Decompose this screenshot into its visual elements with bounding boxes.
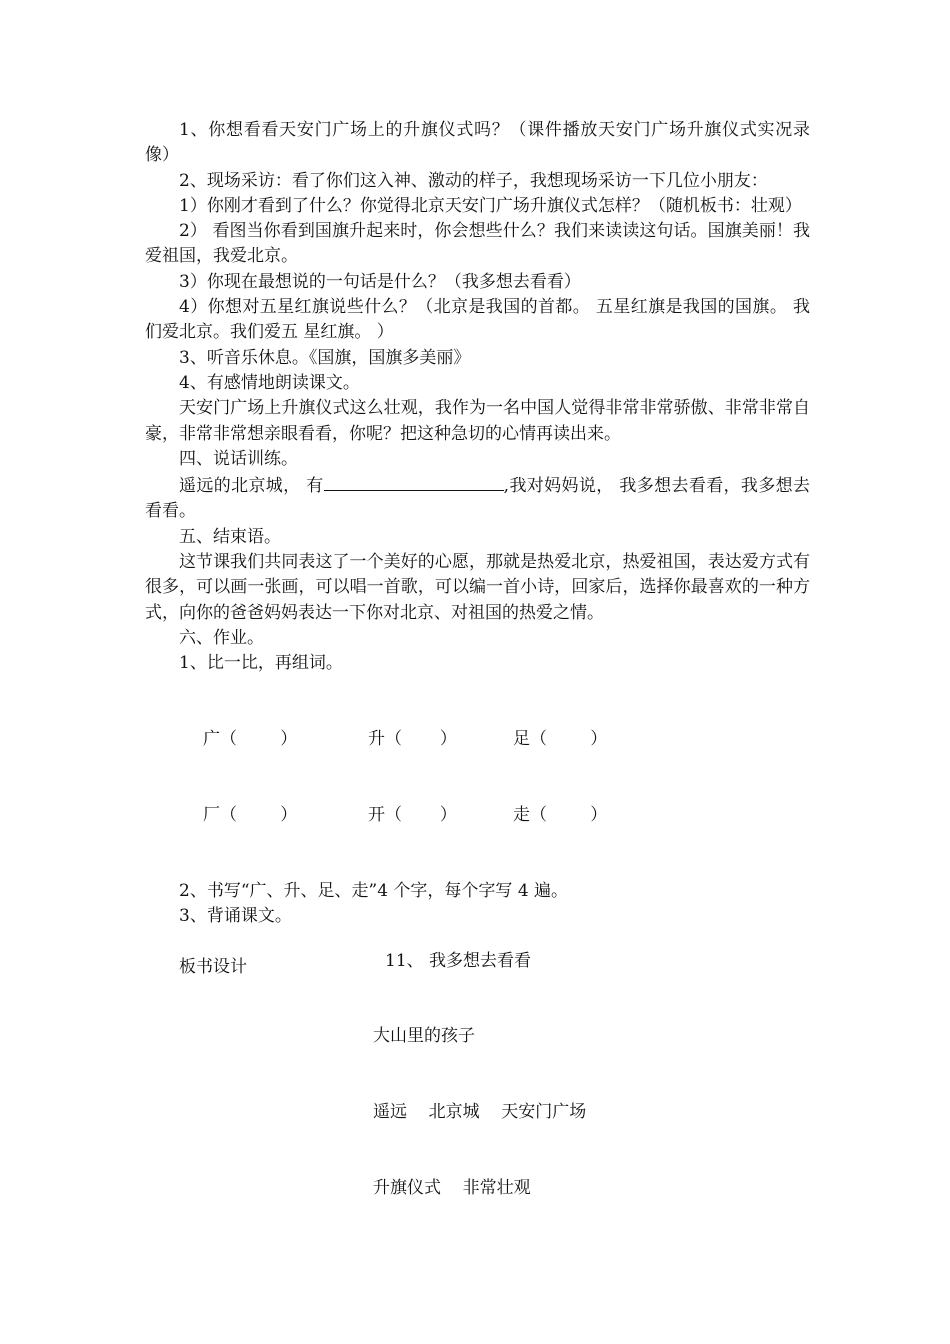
paragraph: 天安门广场上升旗仪式这么壮观，我作为一名中国人觉得非常非常骄傲、非常非常自豪，非常非常想亲眼看看，你呢？把这种急切的心情再读出来。 <box>145 398 810 444</box>
fill-in-sentence <box>145 472 810 525</box>
paragraph: 3、背诵课文。 <box>179 906 292 927</box>
compare-cell: 升（ ） <box>368 729 457 750</box>
board-line: 大山里的孩子 <box>373 1026 475 1047</box>
board-heading: 板书设计 <box>179 956 247 977</box>
fill-sentence-before: 遥远的北京城， 有 <box>179 476 324 497</box>
board-line: 遥远 北京城 天安门广场 <box>373 1102 587 1123</box>
paragraph: 这节课我们共同表这了一个美好的心愿，那就是热爱北京，热爱祖国，表达爱方式有很多，可以画一张画，可以唱一首歌，可以编一首小诗，回家后，选择你最喜欢的一种方式，向你的爸爸妈妈表达一下你对北京、对祖国的热爱之情。 <box>145 552 810 623</box>
paragraph: 3）你现在最想说的一句话是什么？（我多想去看看） <box>179 271 581 292</box>
compare-row <box>145 803 810 828</box>
paragraph: 1）你刚才看到了什么？你觉得北京天安门广场升旗仪式怎样？（随机板书：壮观） <box>179 195 802 216</box>
section-heading: 五、结束语。 <box>179 526 281 547</box>
lesson-body <box>145 118 810 980</box>
paragraph: 4）你想对五星红旗说些什么？（北京是我国的首都。 五星红旗是我国的国旗。 我们爱北京。我们爱五 星红旗。 ） <box>145 297 810 343</box>
compare-cell: 走（ ） <box>513 805 608 826</box>
fill-blank <box>324 472 504 491</box>
paragraph: 2、书写“广、升、足、走”4 个字，每个字写 4 遍。 <box>179 880 569 901</box>
section-heading: 六、作业。 <box>179 627 264 648</box>
paragraph: 1、比一比，再组词。 <box>179 653 343 674</box>
fill-sentence-after: ,我对妈妈说， 我多想去看看，我多想去看看。 <box>145 476 810 522</box>
board-line: 11、 我多想去看看 <box>385 950 532 971</box>
board-design <box>373 898 586 1252</box>
section-heading: 四、说话训练。 <box>179 448 298 469</box>
compare-cell: 开（ ） <box>368 805 457 826</box>
paragraph: 3、听音乐休息。《国旗，国旗多美丽》 <box>179 347 471 368</box>
paragraph: 2） 看图当你看到国旗升起来时，你会想些什么？我们来读读这句话。国旗美丽！我爱祖国，我爱北京。 <box>145 221 810 267</box>
compare-table <box>145 677 810 879</box>
compare-cell: 广（ ） <box>203 729 298 750</box>
paragraph: 4、有感情地朗读课文。 <box>179 372 360 393</box>
paragraph: 1、你想看看天安门广场上的升旗仪式吗？（课件播放天安门广场升旗仪式实况录像） <box>145 120 810 166</box>
compare-cell: 厂（ ） <box>203 805 298 826</box>
paragraph: 2、现场采访：看了你们这入神、激动的样子，我想现场采访一下几位小朋友： <box>179 170 768 191</box>
board-line: 升旗仪式 非常壮观 <box>373 1178 531 1199</box>
compare-row <box>145 727 810 752</box>
compare-cell: 足（ ） <box>513 729 608 750</box>
